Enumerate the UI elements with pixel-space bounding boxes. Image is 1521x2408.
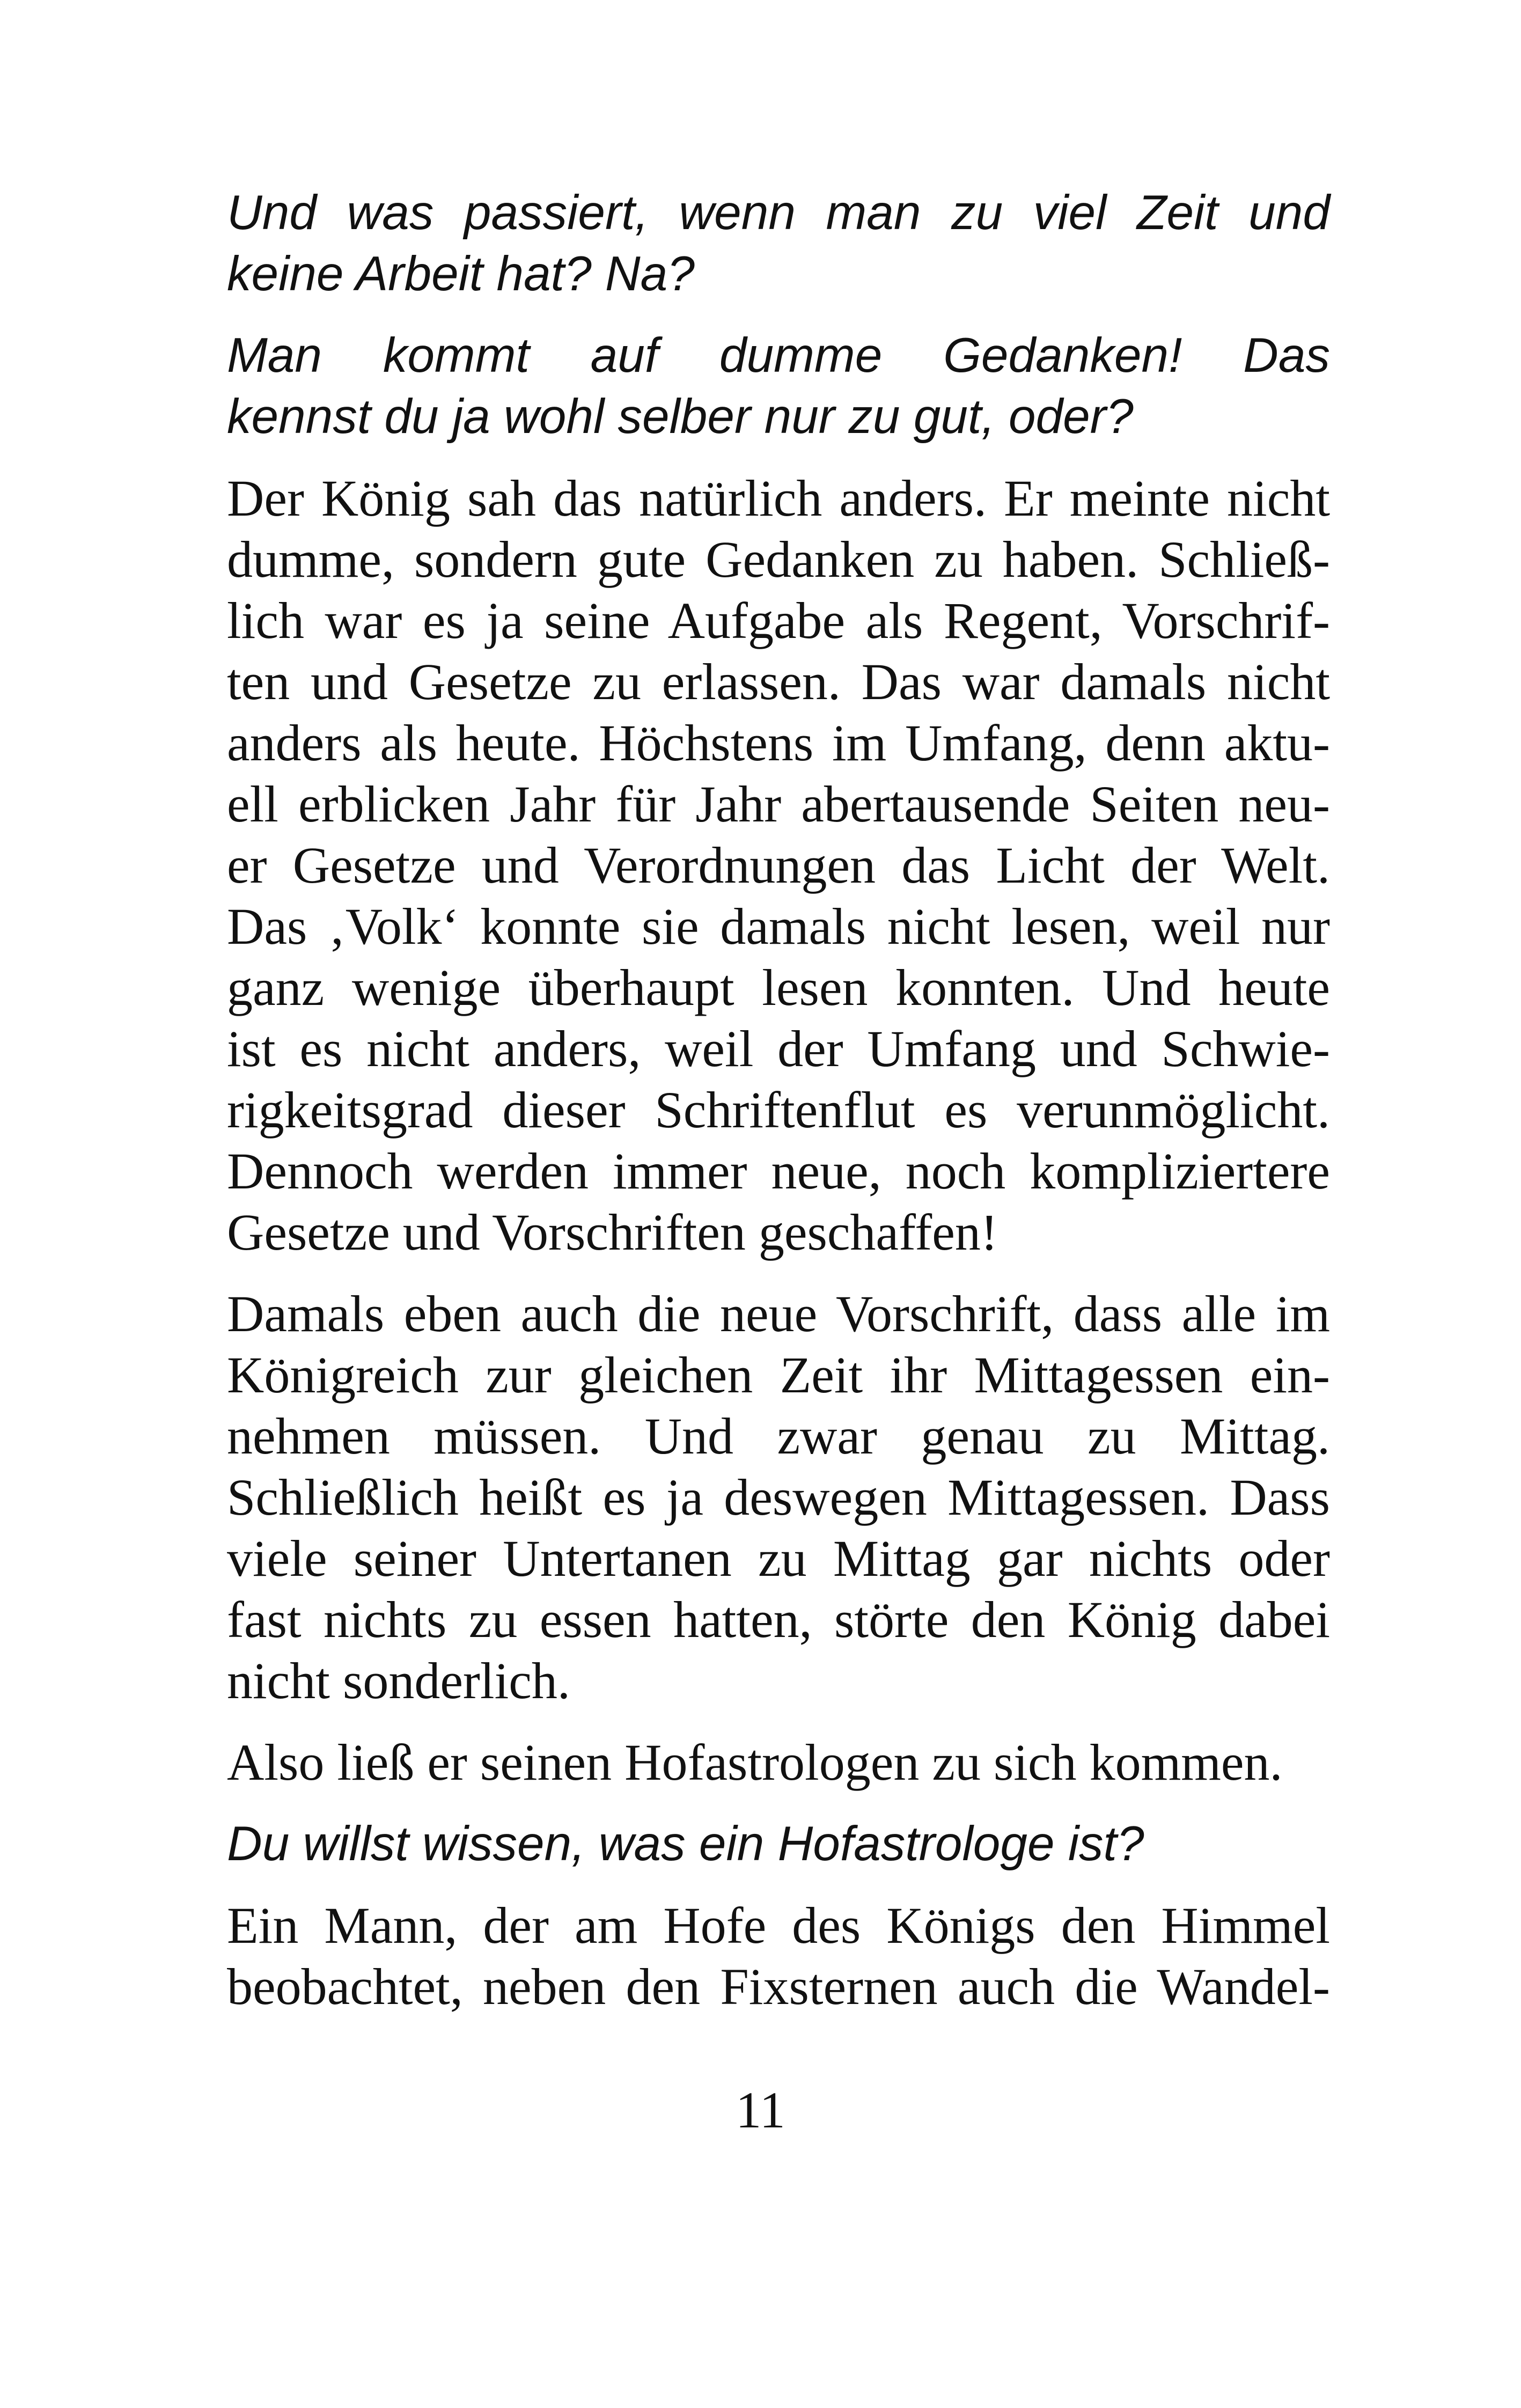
text-line: Das ‚Volk‘ konnte sie damals nicht lesen, weil nur — [227, 898, 1330, 955]
text-line: ell erblicken Jahr für Jahr abertausende Seiten neu- — [227, 775, 1330, 833]
text-line: Also ließ er seinen Hofastrologen zu sich kommen. — [227, 1734, 1283, 1791]
text-line: Gesetze und Vorschriften geschaffen! — [227, 1203, 998, 1261]
text-line: Ein Mann, der am Hofe des Königs den Himmel — [227, 1897, 1330, 1954]
page-number: 11 — [736, 2081, 785, 2139]
text-line: Der König sah das natürlich anders. Er meinte nicht — [227, 469, 1330, 527]
text-line: Dennoch werden immer neue, noch kompliziertere — [227, 1142, 1330, 1200]
text-line: dumme, sondern gute Gedanken zu haben. Schließ- — [227, 531, 1330, 588]
paragraph-mittagessen — [227, 1283, 1330, 1712]
text-line: anders als heute. Höchstens im Umfang, denn aktu- — [227, 714, 1330, 772]
text-line: rigkeitsgrad dieser Schriftenflut es verunmöglicht. — [227, 1081, 1330, 1139]
italic-paragraph-3 — [227, 1814, 1330, 1875]
text-line: ten und Gesetze zu erlassen. Das war damals nicht — [227, 653, 1330, 710]
text-line: beobachtet, neben den Fixsternen auch die Wandel- — [227, 1958, 1330, 2015]
text-line: Schließlich heißt es ja deswegen Mittagessen. Dass — [227, 1469, 1330, 1526]
text-line: fast nichts zu essen hatten, störte den König dabei — [227, 1591, 1330, 1648]
paragraph-hofastrologe — [227, 1732, 1330, 1793]
text-line: nehmen müssen. Und zwar genau zu Mittag. — [227, 1407, 1330, 1465]
body-text — [227, 182, 1330, 2038]
text-line: Man kommt auf dumme Gedanken! Das — [227, 328, 1330, 383]
paragraph-koenig-gedanken — [227, 468, 1330, 1263]
text-line: lich war es ja seine Aufgabe als Regent, Vorschrif- — [227, 592, 1330, 649]
text-line: nicht sonderlich. — [227, 1652, 570, 1709]
text-line: Damals eben auch die neue Vorschrift, dass alle im — [227, 1285, 1330, 1342]
italic-paragraph-2 — [227, 325, 1330, 447]
text-line: Königreich zur gleichen Zeit ihr Mittagessen ein- — [227, 1346, 1330, 1404]
italic-paragraph-1 — [227, 182, 1330, 305]
text-line: er Gesetze und Verordnungen das Licht der Welt. — [227, 836, 1330, 894]
text-line: Und was passiert, wenn man zu viel Zeit und — [227, 186, 1330, 240]
text-line: viele seiner Untertanen zu Mittag gar nichts oder — [227, 1530, 1330, 1587]
paragraph-himmel — [227, 1895, 1330, 2017]
text-line: ganz wenige überhaupt lesen konnten. Und heute — [227, 959, 1330, 1016]
text-line: kennst du ja wohl selber nur zu gut, oder? — [227, 390, 1134, 444]
text-line: Du willst wissen, was ein Hofastrologe ist? — [227, 1817, 1144, 1871]
text-line: keine Arbeit hat? Na? — [227, 247, 695, 301]
text-line: ist es nicht anders, weil der Umfang und Schwie- — [227, 1020, 1330, 1077]
